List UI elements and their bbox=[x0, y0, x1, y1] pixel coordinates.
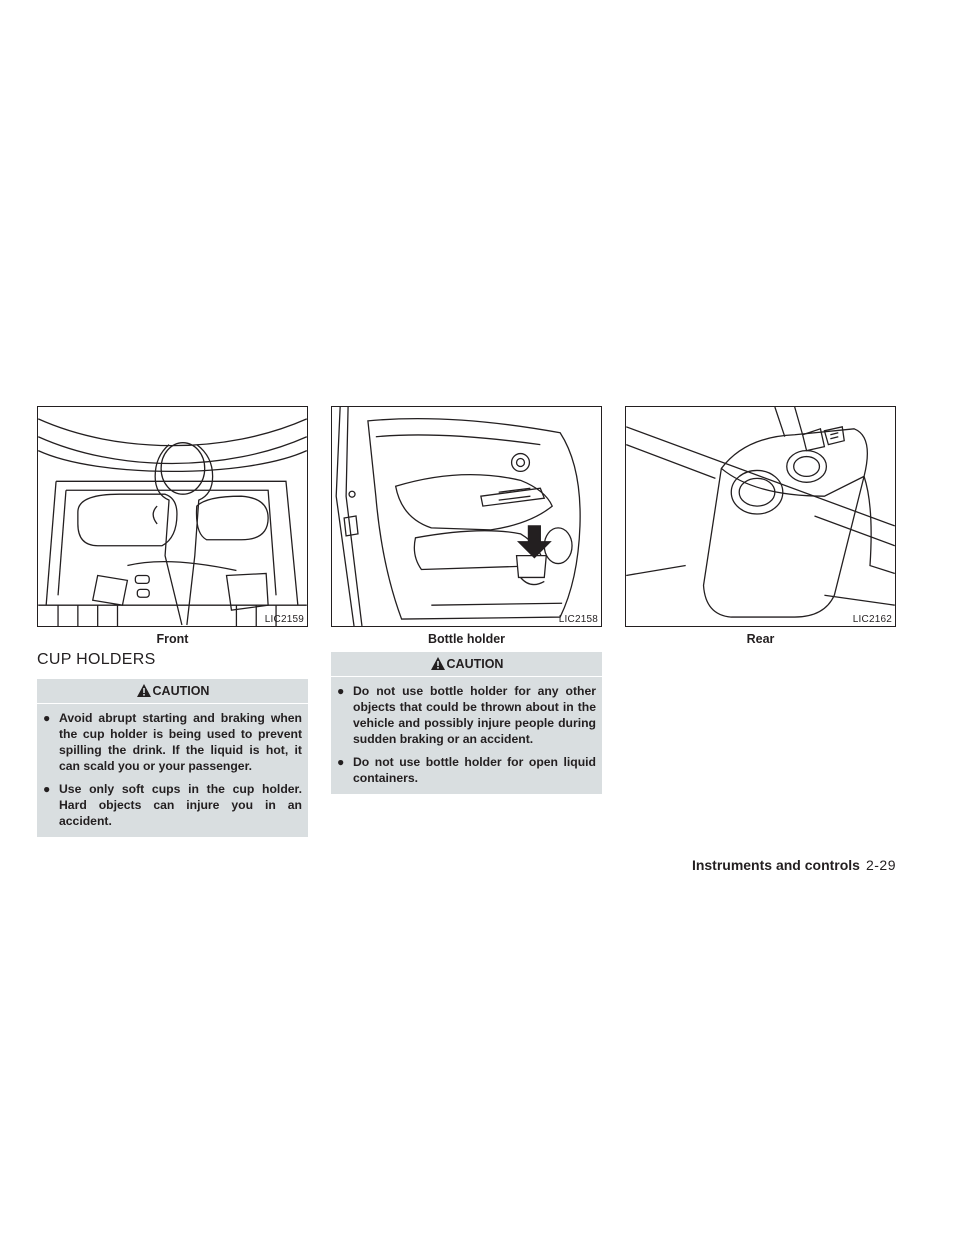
figure-rear bbox=[625, 406, 896, 627]
caution-heading bbox=[331, 652, 602, 677]
caution-item-text: Avoid abrupt starting and braking when the cup holder is being used to prevent spilling the drink. If the liquid is hot, it can scald you or your passenger. bbox=[59, 711, 302, 773]
caution-heading-text: CAUTION bbox=[446, 657, 504, 671]
warning-triangle-icon bbox=[136, 682, 152, 706]
list-item bbox=[337, 683, 596, 747]
list-item bbox=[43, 710, 302, 774]
caution-list bbox=[37, 704, 308, 837]
footer-section-title: Instruments and controls bbox=[691, 857, 860, 873]
caution-item-text: Use only soft cups in the cup holder. Hard objects can injure you in an accident. bbox=[59, 782, 302, 828]
figure-bottle-holder bbox=[331, 406, 602, 627]
bullet-icon: ● bbox=[43, 711, 51, 725]
figure-caption-bottle-holder: Bottle holder bbox=[427, 632, 506, 646]
caution-box-cup-holders bbox=[37, 679, 308, 837]
caution-heading bbox=[37, 679, 308, 704]
caution-box-bottle-holder bbox=[331, 652, 602, 794]
list-item bbox=[337, 754, 596, 786]
page-number: 2-29 bbox=[865, 857, 896, 873]
figure-code: LIC2159 bbox=[264, 614, 304, 625]
section-title: CUP HOLDERS bbox=[37, 651, 156, 668]
rear-cup-holder-illustration bbox=[626, 407, 895, 626]
caution-heading-text: CAUTION bbox=[152, 684, 210, 698]
bottle-holder-illustration bbox=[332, 407, 601, 626]
figure-code: LIC2162 bbox=[852, 614, 892, 625]
figure-front bbox=[37, 406, 308, 627]
caution-item-text: Do not use bottle holder for open liquid containers. bbox=[353, 755, 596, 785]
bullet-icon: ● bbox=[43, 782, 51, 796]
bullet-icon: ● bbox=[337, 684, 345, 698]
figure-caption-front: Front bbox=[156, 632, 189, 646]
list-item bbox=[43, 781, 302, 829]
caution-list bbox=[331, 677, 602, 794]
warning-triangle-icon bbox=[430, 655, 446, 679]
front-cup-holder-illustration bbox=[38, 407, 307, 626]
caution-item-text: Do not use bottle holder for any other objects that could be thrown about in the vehicle and possibly injure people during sudden braking or an accident. bbox=[353, 684, 596, 746]
bullet-icon: ● bbox=[337, 755, 345, 769]
figure-code: LIC2158 bbox=[558, 614, 598, 625]
figure-caption-rear: Rear bbox=[746, 632, 775, 646]
page-footer bbox=[692, 857, 896, 873]
